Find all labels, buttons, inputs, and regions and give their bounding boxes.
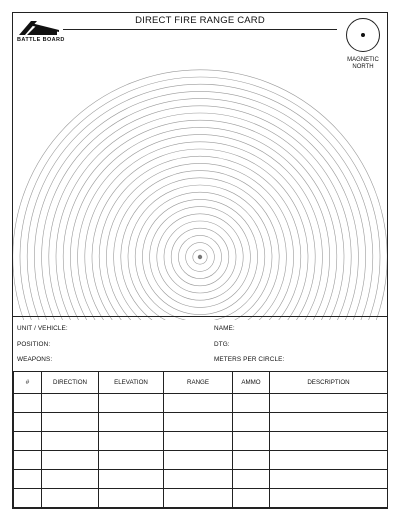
range-ring [63, 120, 337, 320]
range-rings [13, 30, 387, 320]
table-cell[interactable] [14, 394, 42, 413]
range-ring [42, 99, 359, 320]
table-cell[interactable] [14, 413, 42, 432]
name-label: NAME: [214, 325, 235, 332]
table-cell[interactable] [233, 451, 270, 470]
table-cell[interactable] [14, 470, 42, 489]
table-row [14, 489, 388, 508]
table-cell[interactable] [270, 394, 388, 413]
position-label: POSITION: [17, 341, 51, 348]
table-cell[interactable] [164, 413, 233, 432]
table-cell[interactable] [99, 470, 164, 489]
col-range: RANGE [164, 372, 233, 394]
table-cell[interactable] [164, 470, 233, 489]
logo-text: BATTLE BOARD [17, 37, 65, 43]
table-cell[interactable] [14, 451, 42, 470]
range-ring [27, 84, 373, 320]
unit-vehicle-label: UNIT / VEHICLE: [17, 325, 68, 332]
table-cell[interactable] [233, 470, 270, 489]
range-ring [20, 77, 380, 320]
table-cell[interactable] [14, 489, 42, 508]
table-cell[interactable] [99, 394, 164, 413]
range-ring [49, 106, 351, 320]
table-cell[interactable] [14, 432, 42, 451]
table-row [14, 470, 388, 489]
range-ring [99, 156, 301, 320]
table-cell[interactable] [99, 489, 164, 508]
center-dot [198, 255, 202, 259]
table-cell[interactable] [164, 394, 233, 413]
meters-per-circle-label: METERS PER CIRCLE: [214, 356, 285, 363]
target-table [13, 371, 388, 508]
range-ring [92, 149, 308, 320]
compass-label-line1: MAGNETIC [347, 57, 379, 63]
table-cell[interactable] [164, 432, 233, 451]
compass-label-line2: NORTH [352, 64, 374, 70]
range-ring [106, 163, 293, 320]
table-cell[interactable] [42, 394, 99, 413]
table-cell[interactable] [270, 451, 388, 470]
table-row [14, 451, 388, 470]
table-row [14, 432, 388, 451]
table-cell[interactable] [164, 489, 233, 508]
rings-divider [13, 316, 387, 317]
table-cell[interactable] [42, 470, 99, 489]
table-cell[interactable] [99, 432, 164, 451]
table-cell[interactable] [164, 451, 233, 470]
table-cell[interactable] [42, 413, 99, 432]
card-title: DIRECT FIRE RANGE CARD [135, 15, 265, 26]
table-cell[interactable] [233, 413, 270, 432]
table-cell[interactable] [42, 451, 99, 470]
table-cell[interactable] [233, 394, 270, 413]
table-cell[interactable] [99, 451, 164, 470]
col-elevation: ELEVATION [99, 372, 164, 394]
table-cell[interactable] [42, 489, 99, 508]
col-number: # [14, 372, 42, 394]
table-cell[interactable] [270, 489, 388, 508]
table-cell[interactable] [233, 489, 270, 508]
range-ring [114, 171, 287, 320]
table-cell[interactable] [270, 413, 388, 432]
range-rings-svg [13, 30, 387, 320]
table-cell[interactable] [99, 413, 164, 432]
col-direction: DIRECTION [42, 372, 99, 394]
table-cell[interactable] [270, 470, 388, 489]
range-card [12, 12, 388, 509]
table-cell[interactable] [233, 432, 270, 451]
table-header-row [14, 372, 388, 394]
table-cell[interactable] [270, 432, 388, 451]
table-cell[interactable] [42, 432, 99, 451]
col-description: DESCRIPTION [270, 372, 388, 394]
col-ammo: AMMO [233, 372, 270, 394]
table-row [14, 413, 388, 432]
weapons-label: WEAPONS: [17, 356, 53, 363]
table-row [14, 394, 388, 413]
dtg-label: DTG: [214, 341, 230, 348]
range-ring [13, 70, 387, 320]
range-ring [78, 135, 323, 320]
